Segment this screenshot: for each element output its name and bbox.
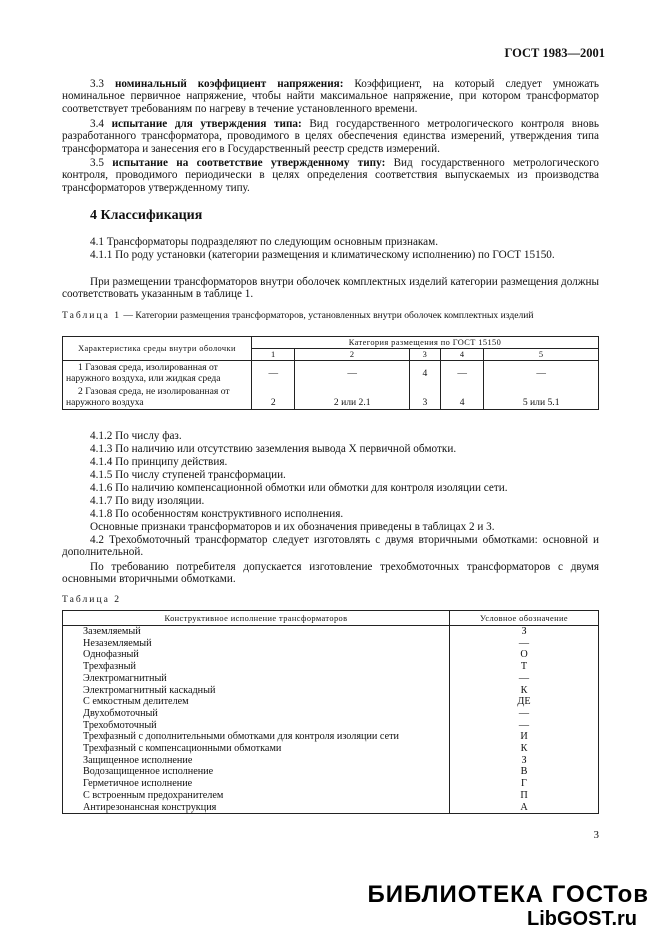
table1-cell: 3	[409, 385, 440, 410]
list-item: 4.1.4 По принципу действия.	[90, 456, 228, 468]
design-code: ДЕ	[450, 696, 599, 708]
design-name: Трехфазный	[63, 661, 450, 673]
paragraph-request: По требованию потребителя допускается изготовление трехобмоточных трансформаторов с двумя основными вторичными обмотками.	[62, 561, 599, 586]
table-row	[63, 755, 599, 767]
table-row	[63, 685, 599, 697]
definition-3-4: 3.4 испытание для утверждения типа: Вид государственного метрологического контроля вновь разработанного трансформатора, проводимого в целях обеспечения единства измерений, утверждения типа трансформатора и занесения его в Государственный реестр средств измерений.	[62, 118, 600, 155]
table-row	[63, 802, 599, 814]
table-row	[63, 778, 599, 790]
design-name: Заземляемый	[63, 626, 450, 638]
table1-cell: 2	[252, 385, 295, 410]
design-code: —	[450, 720, 599, 732]
list-item: 4.1.3 По наличию или отсутствию заземления вывода X первичной обмотки.	[90, 443, 457, 455]
table1-caption: Таблица 1 — Категории размещения трансформаторов, установленных внутри оболочек комплектных изделий	[62, 310, 534, 321]
table-row	[63, 361, 599, 386]
table-row	[63, 766, 599, 778]
design-code: Т	[450, 661, 599, 673]
document-code: ГОСТ 1983—2001	[504, 46, 605, 60]
design-code: О	[450, 649, 599, 661]
list-item: 4.1.7 По виду изоляции.	[90, 495, 205, 507]
design-name: Трехфазный с дополнительными обмотками для контроля изоляции сети	[63, 731, 450, 743]
design-name: Водозащищенное исполнение	[63, 766, 450, 778]
design-name: Защищенное исполнение	[63, 755, 450, 767]
table1-col-header: Характеристика среды внутри оболочки	[63, 337, 252, 361]
table1-group-header: Категория размещения по ГОСТ 15150	[252, 337, 599, 349]
design-name: Незаземляемый	[63, 638, 450, 650]
page-number: 3	[593, 829, 599, 841]
design-name: Однофазный	[63, 649, 450, 661]
table1-cat-num: 5	[484, 349, 599, 361]
table-row	[63, 649, 599, 661]
table-row	[63, 731, 599, 743]
table2-col2-header: Условное обозначение	[450, 611, 599, 626]
table-row	[63, 743, 599, 755]
design-name: Двухобмоточный	[63, 708, 450, 720]
library-watermark	[368, 882, 649, 930]
design-code: —	[450, 638, 599, 650]
library-url: LibGOST.ru	[527, 908, 637, 930]
table1-cell: 4	[440, 385, 483, 410]
definition-3-5: 3.5 испытание на соответствие утвержденному типу: Вид государственного метрологического контроля, проводимого периодически в целях определения соответствия выпускаемых из производства трансформаторов утвержденному типу.	[62, 157, 600, 194]
table1-row-label: 2 Газовая среда, не изолированная от наружного воздуха	[63, 385, 252, 410]
design-name: Электромагнитный каскадный	[63, 685, 450, 697]
list-item: 4.1.5 По числу ступеней трансформации.	[90, 469, 286, 481]
table2-col1-header: Конструктивное исполнение трансформаторов	[63, 611, 450, 626]
design-code: А	[450, 802, 599, 814]
table2-caption: Таблица 2	[62, 594, 122, 605]
table1-cell: —	[295, 361, 409, 386]
table-row	[63, 790, 599, 802]
list-item: 4.1.2 По числу фаз.	[90, 430, 182, 442]
table1-cell: —	[252, 361, 295, 386]
table-row	[63, 673, 599, 685]
design-name: Трехфазный с компенсационными обмотками	[63, 743, 450, 755]
table1-cell: 4	[409, 361, 440, 386]
design-code: З	[450, 626, 599, 638]
table1-cell: 5 или 5.1	[484, 385, 599, 410]
definition-3-3: 3.3 номинальный коэффициент напряжения: Коэффициент, на который следует умножать номинальное первичное напряжение, чтобы найти максимальное напряжение, при котором трансформатор соответствует требованиям по нагреву в течение установленного времени.	[62, 78, 600, 115]
table1-cell: —	[484, 361, 599, 386]
design-name: Трехобмоточный	[63, 720, 450, 732]
design-code: —	[450, 673, 599, 685]
placement-table	[62, 336, 599, 410]
table-row	[63, 661, 599, 673]
paragraph-4-1-1: 4.1.1 По роду установки (категории размещения и климатическому исполнению) по ГОСТ 15150.	[90, 249, 555, 261]
paragraph-4-2: 4.2 Трехобмоточный трансформатор следует изготовлять с двумя вторичными обмотками: основной и дополнительной.	[62, 534, 599, 559]
list-item: Основные признаки трансформаторов и их обозначения приведены в таблицах 2 и 3.	[90, 521, 495, 533]
table1-cell: 2 или 2.1	[295, 385, 409, 410]
table1-cat-num: 4	[440, 349, 483, 361]
table-row	[63, 720, 599, 732]
design-code: З	[450, 755, 599, 767]
paragraph-4-1: 4.1 Трансформаторы подразделяют по следующим основным признакам.	[90, 236, 439, 248]
table-row	[63, 638, 599, 650]
design-code: К	[450, 743, 599, 755]
table1-cat-num: 1	[252, 349, 295, 361]
table-row	[63, 385, 599, 410]
table-row	[63, 696, 599, 708]
list-item: 4.1.6 По наличию компенсационной обмотки или обмотки для контроля изоляции сети.	[90, 482, 508, 494]
design-code: —	[450, 708, 599, 720]
table-row	[63, 708, 599, 720]
design-code: К	[450, 685, 599, 697]
design-code: В	[450, 766, 599, 778]
design-table	[62, 610, 599, 814]
table-row	[63, 626, 599, 638]
design-name: С емкостным делителем	[63, 696, 450, 708]
table1-row-label: 1 Газовая среда, изолированная от наружного воздуха, или жидкая среда	[63, 361, 252, 386]
table1-cat-num: 3	[409, 349, 440, 361]
design-name: Герметичное исполнение	[63, 778, 450, 790]
table1-cat-num: 2	[295, 349, 409, 361]
library-title: БИБЛИОТЕКА ГОСТов	[367, 881, 649, 908]
design-name: Антирезонансная конструкция	[63, 802, 450, 814]
list-item: 4.1.8 По особенностям конструктивного исполнения.	[90, 508, 344, 520]
table1-cell: —	[440, 361, 483, 386]
design-code: Г	[450, 778, 599, 790]
design-code: И	[450, 731, 599, 743]
design-name: Электромагнитный	[63, 673, 450, 685]
design-name: С встроенным предохранителем	[63, 790, 450, 802]
design-code: П	[450, 790, 599, 802]
section-title: 4 Классификация	[90, 208, 203, 223]
paragraph-placement: При размещении трансформаторов внутри оболочек комплектных изделий категории размещения должны соответствовать указанным в таблице 1.	[62, 276, 599, 301]
